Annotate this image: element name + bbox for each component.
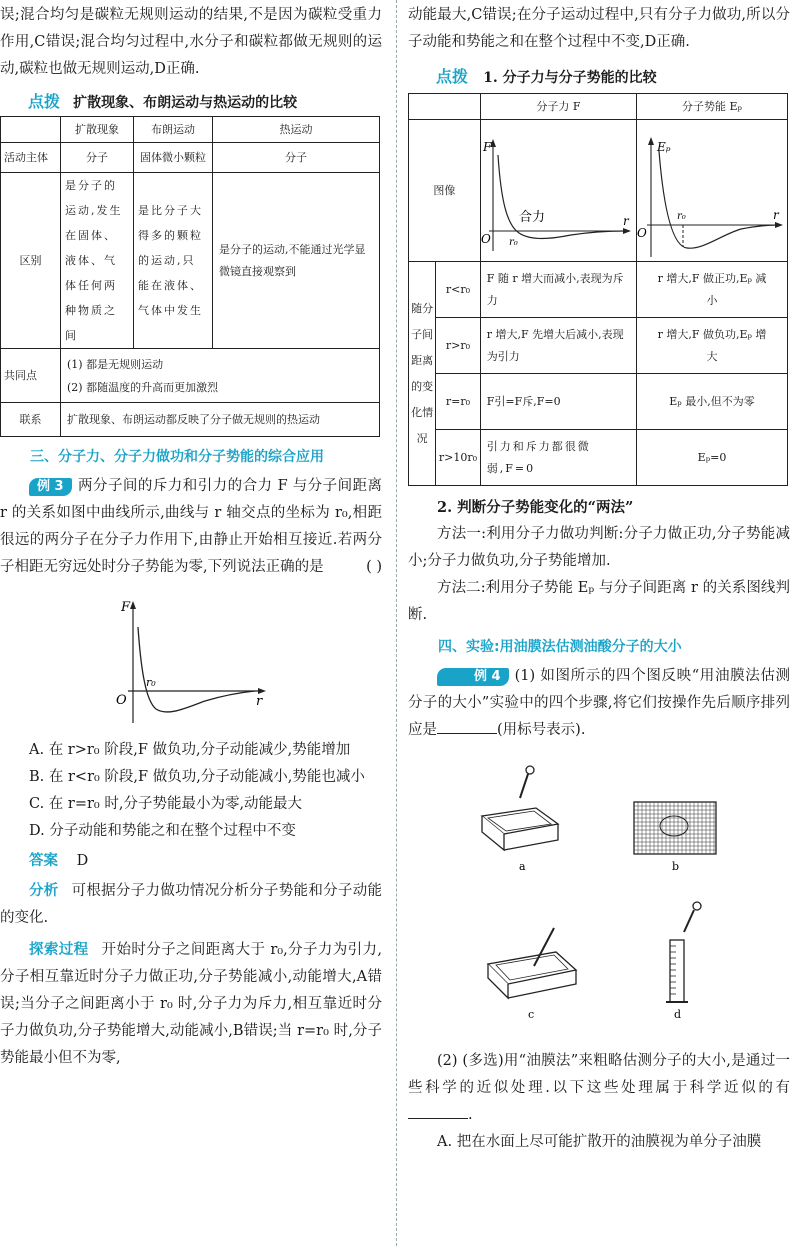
tip-label: 点拨 <box>28 92 61 111</box>
label-b: b <box>672 860 680 873</box>
condition-cell: r>r₀ <box>436 318 481 374</box>
force-cell: F引=F斥,F=0 <box>480 374 636 430</box>
energy-cell: Eₚ=0 <box>637 430 788 486</box>
tip-heading <box>28 89 382 112</box>
table-cell: 分子 <box>213 143 380 173</box>
force-curve <box>498 155 624 239</box>
label-a: a <box>519 860 526 873</box>
energy-cell: r 增大,F 做正功,Eₚ 减小 <box>637 262 788 318</box>
analysis-paragraph <box>0 878 382 932</box>
energy-curve <box>659 151 777 248</box>
options-list <box>0 737 382 845</box>
answer-blank[interactable] <box>408 1104 468 1119</box>
table-cell: 分子 <box>61 143 134 173</box>
fig-label-r: r <box>256 694 263 709</box>
table-header-cell: 布朗运动 <box>134 117 213 143</box>
example-3-body: 两分子间的斥力和引力的合力 F 与分子间距离 r 的关系如图中曲线所示,曲线与 r 轴交点的坐标为 r₀,相距很远的两分子在分子力作用下,由静止开始相互接近.若两分子相距无穷远处时分子势能为零,下列说法正确的是 <box>0 478 382 575</box>
force-cell: 引力和斥力都很微弱,F=0 <box>480 430 636 486</box>
option-a: A. 在 r>r₀ 阶段,F 做负功,分子动能减少,势能增加 <box>29 742 351 758</box>
force-energy-table <box>408 93 788 486</box>
option-d: D. 分子动能和势能之和在整个过程中不变 <box>29 823 296 839</box>
paragraph-continued-right: 动能最大,C错误;在分子运动过程中,只有分子力做功,所以分子动能和势能之和在整个过程中不变,D正确. <box>408 7 790 50</box>
two-methods-title: 2. 判断分子势能变化的“两法” <box>437 499 634 516</box>
condition-cell: r>10r₀ <box>436 430 481 486</box>
answer-label: 答案 <box>29 853 58 869</box>
experiment-steps-figure <box>408 752 790 1042</box>
table-header-cell: 分子势能 Eₚ <box>637 94 788 120</box>
method-1: 方法一:利用分子力做功判断:分子力做正功,分子势能减小;分子力做负功,分子势能增加. <box>408 526 790 569</box>
table-header-cell: 热运动 <box>213 117 380 143</box>
force-curve <box>138 627 255 712</box>
table-header-cell: 扩散现象 <box>61 117 134 143</box>
example-4-body: (1) 如图所示的四个图反映“用油膜法估测分子的大小”实验中的四个步骤,将它们按操作先后顺序排列应是 <box>408 668 790 738</box>
analysis-label: 分析 <box>29 883 59 899</box>
table-cell: 是比分子大得多的颗粒的运动,只能在液体、气体中发生 <box>134 173 213 349</box>
right-column <box>408 0 790 1156</box>
label-c: c <box>528 1008 535 1021</box>
column-divider <box>396 0 397 1246</box>
example-tag: 例 3 <box>29 478 72 496</box>
table-row-label: 区别 <box>1 173 61 349</box>
common-point-2: (2) 都随温度的升高而更加激烈 <box>67 380 219 394</box>
common-point-1: (1) 都是无规则运动 <box>67 357 164 371</box>
graph-label-O: O <box>637 225 647 240</box>
answer-blank[interactable] <box>437 719 497 734</box>
condition-cell: r<r₀ <box>436 262 481 318</box>
energy-graph-cell <box>637 120 788 262</box>
table-cell: 扩散现象、布朗运动都反映了分子做无规则的热运动 <box>61 403 380 437</box>
example-4-part2-body: (2) (多选)用“油膜法”来粗略估测分子的大小,是通过一些科学的近似处理.以下这些处理属于科学近似的有 <box>408 1053 790 1096</box>
table-cell: 固体微小颗粒 <box>134 143 213 173</box>
option-c: C. 在 r=r₀ 时,分子势能最小为零,动能最大 <box>29 796 303 812</box>
table-row-label: 活动主体 <box>1 143 61 173</box>
energy-cell: Eₚ 最小,但不为零 <box>637 374 788 430</box>
graph-label-O: O <box>480 231 491 246</box>
condition-cell: r=r₀ <box>436 374 481 430</box>
answer-line <box>0 848 382 875</box>
graph-label-F: F <box>482 139 492 154</box>
left-column <box>0 0 382 1072</box>
table-header-cell: 分子力 F <box>480 94 636 120</box>
f-axis-arrow <box>130 601 136 609</box>
tip-title: 扩散现象、布朗运动与热运动的比较 <box>73 95 298 111</box>
tip-label: 点拨 <box>436 67 469 86</box>
table-row-label: 联系 <box>1 403 61 437</box>
fig-label-O: O <box>116 693 127 708</box>
comparison-table <box>0 116 380 437</box>
fig-label-r0: r₀ <box>146 676 156 689</box>
table-cell: 是分子的运动,不能通过光学显微镜直接观察到 <box>213 173 380 349</box>
group-label: 随分子间距离的变化情况 <box>409 262 436 486</box>
example-4-part1 <box>408 663 790 744</box>
force-cell: r 增大,F 先增大后减小,表现为引力 <box>480 318 636 374</box>
force-graph <box>481 121 635 261</box>
explore-paragraph <box>0 937 382 1072</box>
e-axis-arrow <box>648 137 654 145</box>
force-distance-figure <box>0 591 382 731</box>
section-heading-3: 三、分子力、分子力做功和分子势能的综合应用 <box>30 449 324 465</box>
example-4-part2-end: . <box>468 1107 473 1123</box>
force-cell: F 随 r 增大而减小,表现为斥力 <box>480 262 636 318</box>
explore-label: 探索过程 <box>29 942 89 958</box>
tip-heading-right <box>436 64 790 87</box>
example-4-part2 <box>408 1048 790 1129</box>
tip-title: 1. 分子力与分子势能的比较 <box>483 70 657 86</box>
analysis-text: 可根据分子力做功情况分析分子势能和分子动能的变化. <box>0 883 383 926</box>
energy-graph <box>637 121 787 261</box>
force-graph-cell <box>480 120 636 262</box>
paragraph-continued: 误;混合均匀是碳粒无规则运动的结果,不是因为碳粒受重力作用,C错误;混合均匀过程中,水分子和碳粒都做无规则的运动,碳粒也做无规则运动,D正确. <box>0 7 382 77</box>
step-b-illustration <box>634 802 716 854</box>
step-c-illustration <box>488 928 576 998</box>
table-header-cell <box>1 117 61 143</box>
fig-label-F: F <box>121 600 131 615</box>
answer-bracket: ( ) <box>366 559 382 575</box>
example-4-body-end: (用标号表示). <box>497 722 586 738</box>
method-2: 方法二:利用分子势能 Eₚ 与分子间距离 r 的关系图线判断. <box>408 580 790 623</box>
graph-label-resultant: 合力 <box>518 209 545 225</box>
energy-cell: r 增大,F 做负功,Eₚ 增大 <box>637 318 788 374</box>
table-row-label: 图像 <box>409 120 481 262</box>
explore-text: 开始时分子之间距离大于 r₀,分子力为引力,分子相互靠近时分子力做正功,分子势能减小,动能增大,A错误;当分子之间距离小于 r₀ 时,分子力为斥力,相互靠近时分子力做负功,分子势能增大,动能减小,B错误;当 r=r₀ 时,分子势能最小但不为零, <box>0 942 383 1066</box>
graph-label-Ep: Eₚ <box>657 139 671 154</box>
section-heading-4: 四、实验:用油膜法估测油酸分子的大小 <box>438 639 682 655</box>
label-d: d <box>674 1008 682 1021</box>
r-axis-arrow <box>623 228 631 234</box>
step-d-illustration <box>666 902 701 1002</box>
table-corner-cell <box>409 94 481 120</box>
example-4-option-a: A. 把在水面上尽可能扩散开的油膜视为单分子油膜 <box>437 1134 762 1150</box>
graph-label-r: r <box>773 207 779 222</box>
example-3-text <box>0 473 382 581</box>
step-a-illustration <box>482 766 558 850</box>
example-tag: 例 4 <box>437 668 509 686</box>
table-cell: 是分子的运动,发生在固体、液体、气体任何两种物质之间 <box>61 173 134 349</box>
graph-label-r: r <box>622 213 629 228</box>
table-row-label: 共同点 <box>1 349 61 403</box>
graph-label-r0: r₀ <box>508 236 518 248</box>
option-b: B. 在 r<r₀ 阶段,F 做负功,分子动能减小,势能也减小 <box>29 769 365 785</box>
answer-value: D <box>76 853 89 869</box>
graph-label-r0: r₀ <box>677 210 686 222</box>
table-cell <box>61 349 380 403</box>
